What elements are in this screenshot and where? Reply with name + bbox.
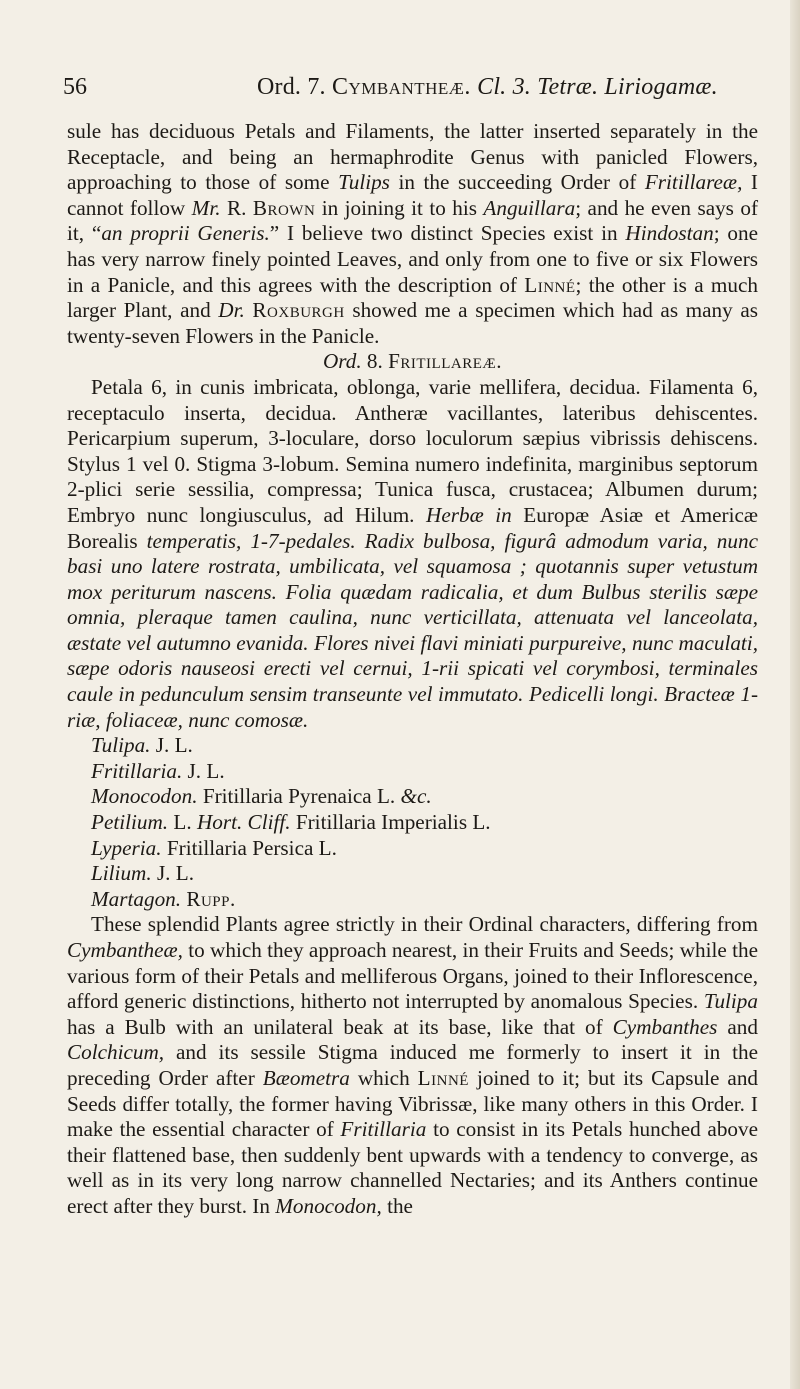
genus-entry: Tulipa. J. L. [91, 733, 193, 758]
page-edge-shadow [790, 0, 800, 1389]
genus-entry: Lyperia. Fritillaria Persica L. [91, 835, 337, 860]
genus-entry: Fritillaria. J. L. [91, 758, 225, 783]
order-label: Ord. 7. [257, 74, 326, 100]
genus-entry: Monocodon. Fritillaria Pyrenaica L. &c. [91, 784, 432, 809]
paragraph-latin-description: Petala 6, in cunis imbricata, oblonga, varie mellifera, decidua. Filamenta 6, receptaculo inserta, decidua. Antheræ vacillantes, lateribus dehiscentes. Pericarpium superum, 3-loculare, dorso loculorum sæpius vibrissis dehiscens. Stylus 1 vel 0. Stigma 3-lobum. Semina numero indefinita, marginibus septorum 2-plici serie sessilia, compressa; Tunica fusca, crustacea; Albumen durum; Embryo nunc longiusculus, ad Hilum. Herbæ in Europæ Asiæ et Americæ Borealis temperatis, 1-7-pedales. Radix bulbosa, figurâ admodum varia, nunc basi uno latere rostrata, umbilicata, vel squamosa ; quotannis super vetustum mox periturum nascens. Folia quædam radicalia, et dum Bulbus sterilis sæpe omnia, pleraque tamen caulina, nunc verticillata, attenuata vel lanceolata, æstate vel autumno evanida. Flores nivei flavi miniati purpureive, nunc maculati, sæpe odoris nauseosi erecti vel cernui, 1-rii spicati vel corymbosi, terminales caule in pedunculum sensim transeunte vel immutato. Pedicelli longi. Bracteæ 1-riæ, foliaceæ, nunc comosæ. [67, 374, 758, 732]
running-title [257, 74, 718, 101]
body-text [67, 119, 758, 1220]
genus-entry: Petilium. L. Hort. Cliff. Fritillaria Imperialis L. [91, 810, 491, 835]
paragraph-commentary: These splendid Plants agree strictly in their Ordinal characters, differing from Cymbantheæ, to which they approach nearest, in their Fruits and Seeds; while the various form of their Petals and melliferous Organs, joined to their Inflorescence, afford generic distinctions, hitherto not interrupted by anomalous Species. Tulipa has a Bulb with an unilateral beak at its base, like that of Cymbanthes and Colchicum, and its sessile Stigma induced me formerly to insert it in the preceding Order after Bæometra which Linné joined to it; but its Capsule and Seeds differ totally, the former having Vibrissæ, like many others in this Order. I make the essential character of Fritillaria to consist in its Petals hunched above their flattened base, then suddenly bent upwards with a tendency to converge, as well as in its very long narrow channelled Nectaries; and its Anthers continue erect after they burst. In Monocodon, the [67, 912, 759, 1218]
genus-entry: Martagon. Rupp. [91, 886, 236, 911]
class-label: Cl. 3. [477, 74, 531, 100]
genus-entry: Lilium. J. L. [91, 861, 195, 886]
order-name: Cymbantheæ. [331, 74, 471, 100]
page-number: 56 [63, 74, 87, 100]
sub-label: Liriogamæ. [604, 74, 718, 100]
running-header [63, 74, 758, 110]
paragraph-anguillara: sule has deciduous Petals and Filaments, the latter inserted separately in the Receptacle, and being an hermaphrodite Genus with panicled Flowers, approaching to those of some Tulips in the succeeding Order of Fritillareæ, I cannot follow Mr. R. Brown in joining it to his Anguillara; and he even says of it, “an proprii Generis.” I believe two distinct Species exist in Hindostan; one has very narrow finely pointed Leaves, and only from one to five or six Flowers in a Panicle, and this agrees with the description of Linné; the other is a much larger Plant, and Dr. Roxburgh showed me a specimen which had as many as twenty-seven Flowers in the Panicle. [67, 119, 759, 348]
genera-list [67, 733, 758, 912]
tetr-label: Tetræ. [537, 74, 599, 100]
order-heading: Ord. 8. Fritillareæ. [322, 349, 503, 374]
